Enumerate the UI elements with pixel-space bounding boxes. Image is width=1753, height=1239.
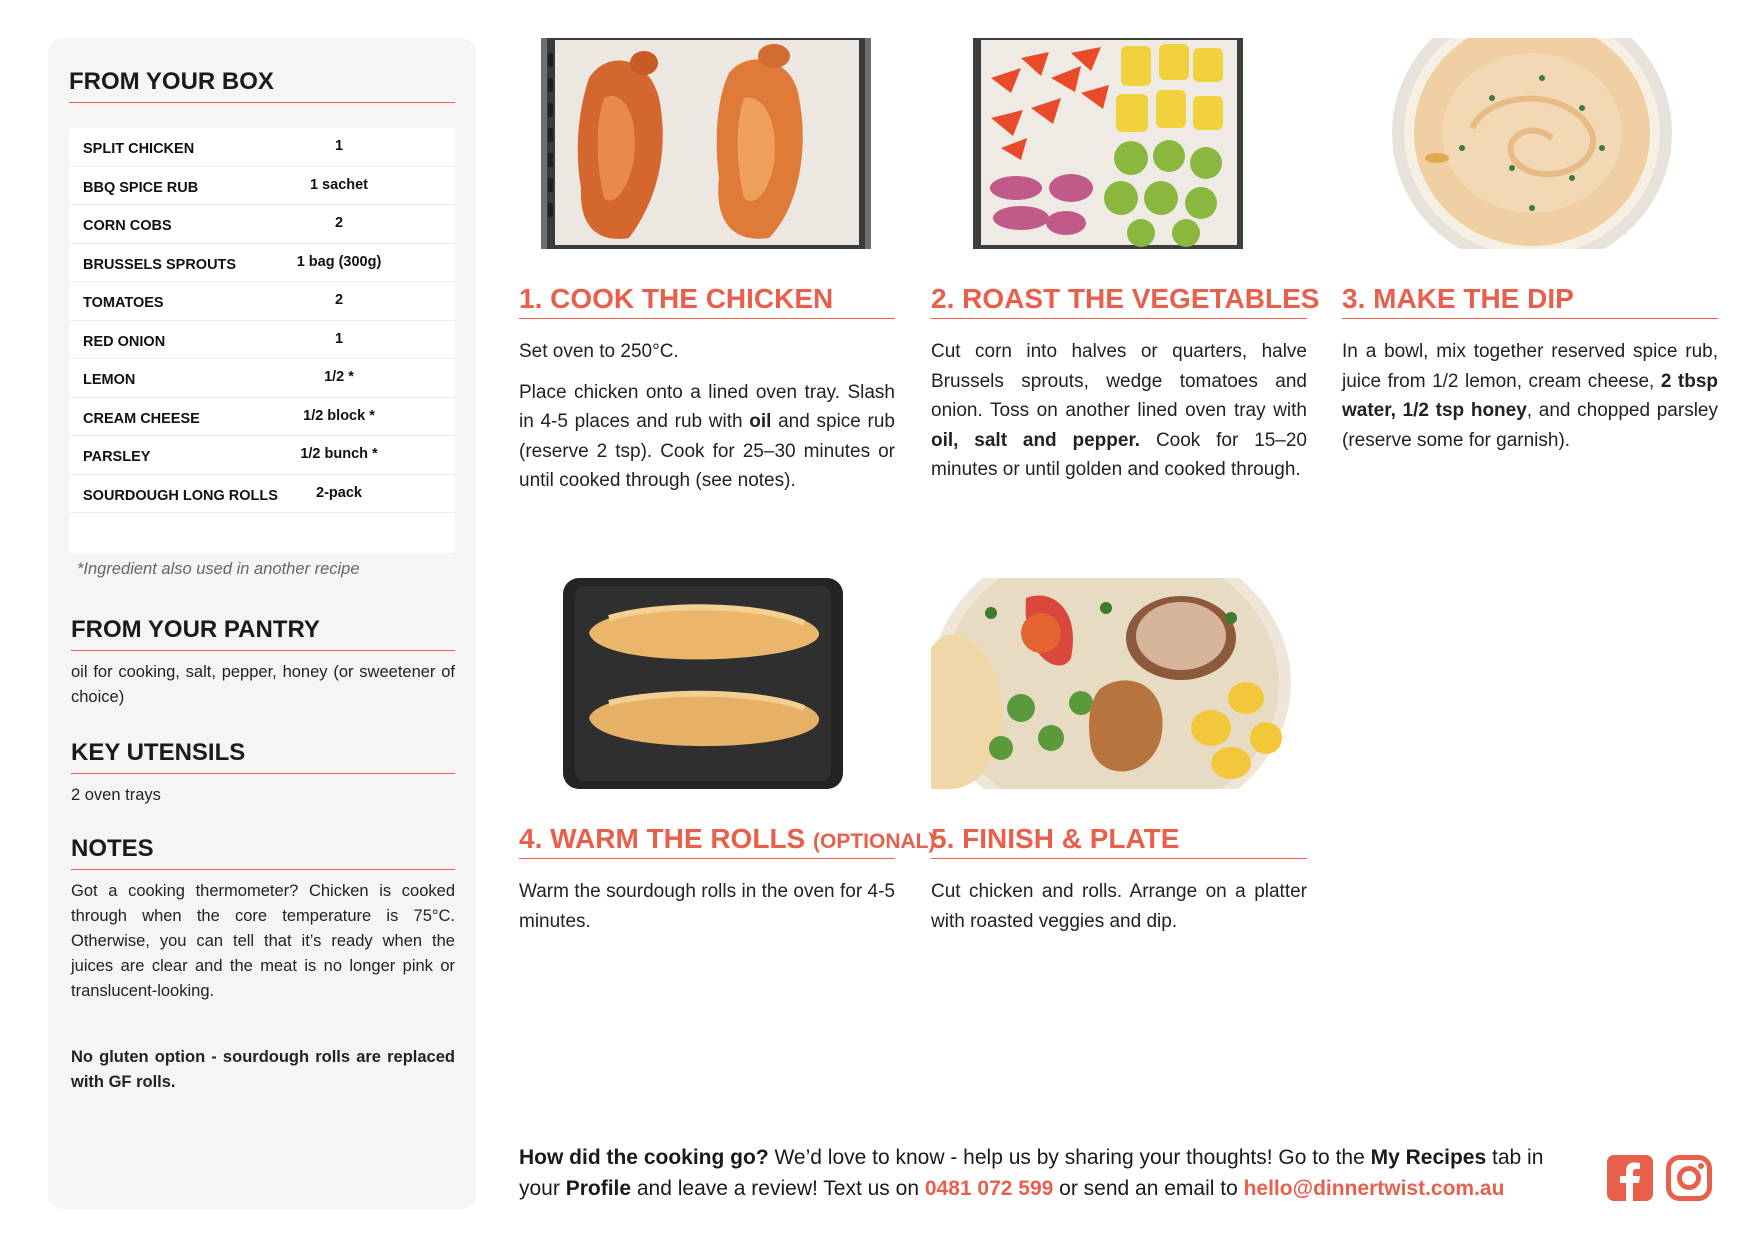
ingredient-row [69, 398, 455, 437]
ingredient-row [69, 475, 455, 514]
key-utensils-heading: KEY UTENSILS [71, 739, 455, 774]
ingredient-table [69, 128, 455, 553]
ingredient-qty: 2 [334, 215, 344, 231]
step-5-text [931, 877, 1307, 936]
step-3-para: In a bowl, mix together reserved spice rub, juice from 1/2 lemon, cream cheese, 2 tbsp water, 1/2 tsp honey, and chopped parsley (reserve some for garnish). [1342, 341, 1718, 451]
step-3 [1342, 38, 1718, 455]
ingredient-row [69, 321, 455, 360]
ingredient-qty: 1 sachet [309, 176, 369, 193]
step-5-para: Cut chicken and rolls. Arrange on a platter with roasted veggies and dip. [931, 881, 1307, 932]
notes-text: Got a cooking thermometer? Chicken is cooked through when the core temperature is 75°C. Otherwise, you can tell that it’s ready when the juices are clear and the meat is no longer pink or translucent-looking. [71, 882, 455, 1000]
plated-dish-photo [931, 578, 1307, 789]
step-4-para: Warm the sourdough rolls in the oven for 4-5 minutes. [519, 881, 895, 932]
step-5 [931, 578, 1307, 936]
step-1-text [519, 337, 895, 496]
step-4 [519, 578, 936, 936]
ingredient-name: TOMATOES [83, 295, 164, 311]
step-1-title: 1. COOK THE CHICKEN [519, 283, 895, 319]
step-4-title: 4. WARM THE ROLLS (OPTIONAL) [519, 823, 895, 859]
step-2-para: Cut corn into halves or quarters, halve Brussels sprouts, wedge tomatoes and onion. Toss on another lined oven tray with oil, salt and pepper. Cook for 15–20 minutes or until golden and cooked through. [931, 341, 1308, 480]
ingredient-name: SOURDOUGH LONG ROLLS [83, 487, 278, 504]
step-2-text [931, 337, 1307, 485]
ingredient-qty: 1 [334, 330, 344, 347]
step-3-title: 3. MAKE THE DIP [1342, 283, 1718, 319]
ingredient-row [69, 205, 455, 244]
ingredient-name: CORN COBS [83, 218, 172, 234]
dip-photo [1342, 38, 1718, 249]
step-5-title: 5. FINISH & PLATE [931, 823, 1307, 859]
rolls-photo [519, 578, 895, 789]
notes-gluten-option: No gluten option - sourdough rolls are replaced with GF rolls. [71, 1048, 455, 1091]
step-1-para-1: Set oven to 250°C. [519, 341, 679, 362]
ingredient-qty: 1 [334, 138, 344, 154]
step-2-title: 2. ROAST THE VEGETABLES [931, 283, 1307, 319]
ingredient-name: PARSLEY [83, 449, 151, 465]
from-your-box-heading: FROM YOUR BOX [69, 68, 455, 103]
ingredient-row [69, 359, 455, 398]
from-your-pantry-heading: FROM YOUR PANTRY [71, 616, 455, 651]
facebook-icon[interactable] [1607, 1155, 1653, 1201]
phone-link[interactable]: 0481 072 599 [924, 1177, 1054, 1200]
instagram-icon[interactable] [1666, 1155, 1712, 1201]
step-2 [931, 38, 1320, 485]
ingredient-name: LEMON [83, 372, 136, 388]
ingredient-qty: 1 bag (300g) [296, 253, 382, 270]
ingredient-name: CREAM CHEESE [83, 410, 200, 427]
vegetables-photo [931, 38, 1307, 249]
chicken-photo [519, 38, 895, 249]
step-4-text [519, 877, 895, 936]
step-3-text [1342, 337, 1718, 455]
ingredient-row [69, 128, 455, 167]
ingredient-footnote: *Ingredient also used in another recipe [77, 560, 360, 578]
ingredient-name: SPLIT CHICKEN [83, 141, 195, 157]
step-1-para-2: Place chicken onto a lined oven tray. Slash in 4-5 places and rub with oil and spice rub (reserve 2 tsp). Cook for 25–30 minutes or until cooked through (see notes). [519, 381, 895, 491]
ingredients-sidebar [48, 38, 476, 1209]
ingredient-row [69, 167, 455, 206]
ingredient-qty: 1/2 * [324, 369, 354, 385]
ingredient-qty: 2 [334, 292, 344, 308]
ingredient-row [69, 244, 455, 283]
ingredient-row [69, 436, 455, 475]
ingredient-name: BBQ SPICE RUB [83, 179, 199, 196]
ingredient-name: BRUSSELS SPROUTS [83, 256, 237, 273]
feedback-footer: How did the cooking go? We’d love to know - help us by sharing your thoughts! Go to the My Recipes tab in your Profile and leave a review! Text us on 0481 072 599 or send an email to hello@dinnertwist.com.au [519, 1146, 1544, 1200]
ingredient-name: RED ONION [83, 333, 166, 350]
ingredient-qty: 1/2 bunch * [300, 446, 378, 462]
ingredient-qty: 2-pack [316, 484, 362, 501]
ingredient-qty: 1/2 block * [303, 407, 375, 424]
step-1 [519, 38, 895, 496]
ingredient-row [69, 282, 455, 321]
email-link[interactable]: hello@dinnertwist.com.au [1243, 1177, 1505, 1200]
notes-heading: NOTES [71, 835, 455, 870]
pantry-text: oil for cooking, salt, pepper, honey (or sweetener of choice) [71, 663, 455, 706]
utensils-text: 2 oven trays [71, 786, 161, 804]
